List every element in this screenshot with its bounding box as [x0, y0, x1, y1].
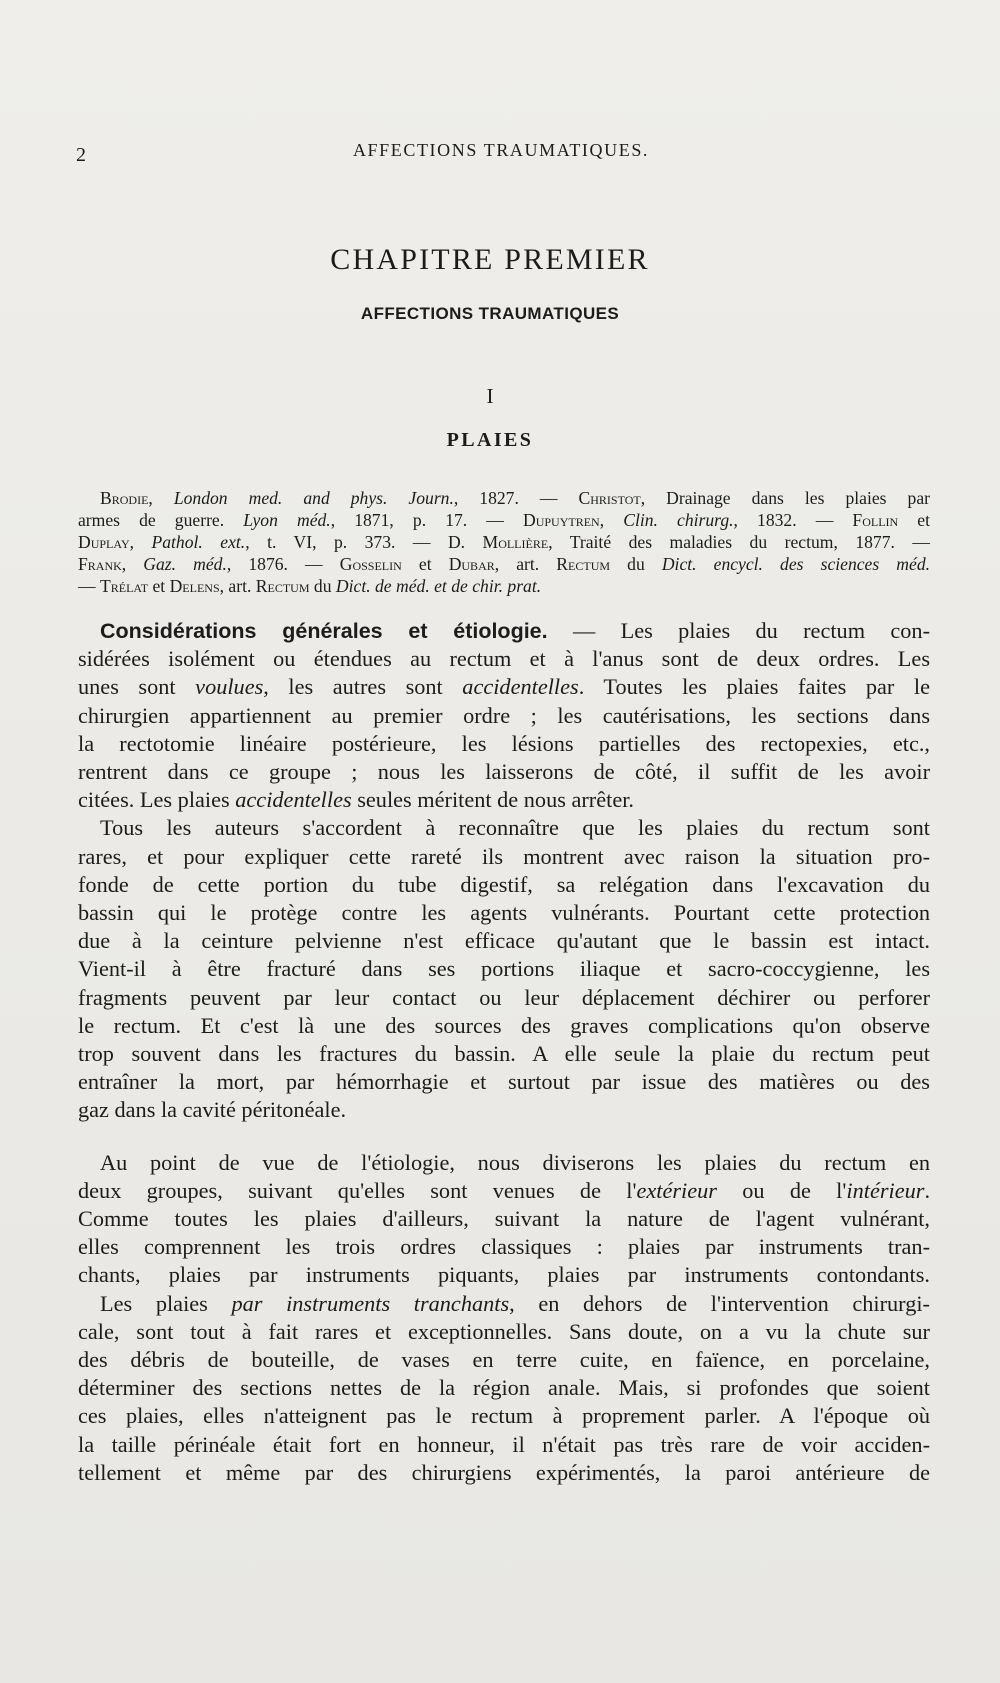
- running-header: [76, 140, 926, 170]
- text-line: deux groupes, suivant qu'elles sont venues de l'extérieur ou de l'intérieur.: [78, 1177, 931, 1203]
- section-title: PLAIES: [446, 429, 534, 451]
- text-line: des débris de bouteille, de vases en terre cuite, en faïence, en porcelaine,: [78, 1347, 930, 1373]
- bibliography-line: Frank, Gaz. méd., 1876. — Gosselin et Dubar, art. Rectum du Dict. encycl. des sciences méd.: [78, 554, 931, 574]
- text-line: gaz dans la cavité péritonéale.: [78, 1097, 347, 1123]
- text-line: déterminer des sections nettes de la région anale. Mais, si profondes que soient: [78, 1375, 930, 1401]
- section-number: I: [486, 384, 494, 408]
- text-line: cale, sont tout à fait rares et exceptionnelles. Sans doute, on a vu la chute sur: [78, 1318, 930, 1344]
- bibliography-line: armes de guerre. Lyon méd., 1871, p. 17. — Dupuytren, Clin. chirurg., 1832. — Follin et: [78, 510, 930, 530]
- bibliography-line: — Trélat et Delens, art. Rectum du Dict. de méd. et de chir. prat.: [78, 576, 542, 596]
- text-line: due à la ceinture pelvienne n'est efficace qu'autant que le bassin est intact.: [78, 928, 930, 954]
- text-line: unes sont voulues, les autres sont accidentelles. Toutes les plaies faites par le: [78, 674, 930, 700]
- text-line: chirurgien appartiennent au premier ordre ; les cautérisations, les sections dans: [78, 702, 930, 728]
- text-line: fonde de cette portion du tube digestif, sa relégation dans l'excavation du: [78, 871, 930, 897]
- section-heading: Considérations générales et étiologie.: [100, 619, 548, 643]
- text-line: chants, plaies par instruments piquants, plaies par instruments contondants.: [78, 1262, 930, 1288]
- text-line: tellement et même par des chirurgiens expérimentés, la paroi antérieure de: [78, 1459, 930, 1485]
- text-line: elles comprennent les trois ordres classiques : plaies par instruments tran-: [78, 1234, 930, 1260]
- text-line: fragments peuvent par leur contact ou leur déplacement déchirer ou perforer: [78, 984, 930, 1010]
- text-line: Au point de vue de l'étiologie, nous diviserons les plaies du rectum en: [100, 1149, 930, 1175]
- text-line: la taille périnéale était fort en honneur, il n'était pas très rare de voir acciden-: [78, 1431, 930, 1457]
- chapter-subtitle: AFFECTIONS TRAUMATIQUES: [360, 304, 620, 323]
- paragraph-gap: [78, 1125, 930, 1149]
- page-number: 2: [76, 144, 86, 166]
- text-line: entraîner la mort, par hémorrhagie et surtout par issue des matières ou des: [78, 1069, 930, 1095]
- bibliography-line: Brodie, London med. and phys. Journ., 1827. — Christot, Drainage dans les plaies par: [100, 488, 930, 508]
- text-line: le rectum. Et c'est là une des sources des graves complications qu'on observe: [78, 1012, 930, 1038]
- bibliography: [78, 487, 930, 597]
- text-line: Considérations générales et étiologie. — Les plaies du rectum con-: [100, 618, 930, 643]
- chapter-title: CHAPITRE PREMIER: [330, 243, 650, 276]
- text-line: Tous les auteurs s'accordent à reconnaître que les plaies du rectum sont: [100, 815, 930, 841]
- text-line: Comme toutes les plaies d'ailleurs, suivant la nature de l'agent vulnérant,: [78, 1206, 930, 1232]
- text-line: bassin qui le protège contre les agents vulnérants. Pourtant cette protection: [78, 900, 930, 926]
- bibliography-line: Duplay, Pathol. ext., t. VI, p. 373. — D. Mollière, Traité des maladies du rectum, 1877. —: [78, 532, 930, 552]
- text-line: la rectotomie linéaire postérieure, les lésions partielles des rectopexies, etc.,: [78, 730, 930, 756]
- text-line: ces plaies, elles n'atteignent pas le rectum à proprement parler. A l'époque où: [78, 1403, 930, 1429]
- text-line: Vient-il à être fracturé dans ses portions iliaque et sacro-coccygienne, les: [78, 956, 930, 982]
- text-line: sidérées isolément ou étendues au rectum et à l'anus sont de deux ordres. Les: [78, 646, 930, 672]
- text-line: rentrent dans ce groupe ; nous les laisserons de côté, il suffit de les avoir: [78, 759, 930, 785]
- text-line: trop souvent dans les fractures du bassin. A elle seule la plaie du rectum peut: [78, 1041, 930, 1067]
- body-text: [78, 617, 930, 1487]
- text-line: Les plaies par instruments tranchants, en dehors de l'intervention chirurgi-: [100, 1290, 930, 1316]
- running-title: AFFECTIONS TRAUMATIQUES.: [352, 140, 650, 160]
- text-line: rares, et pour expliquer cette rareté ils montrent avec raison la situation pro-: [78, 843, 930, 869]
- text-line: citées. Les plaies accidentelles seules méritent de nous arrêter.: [78, 787, 634, 813]
